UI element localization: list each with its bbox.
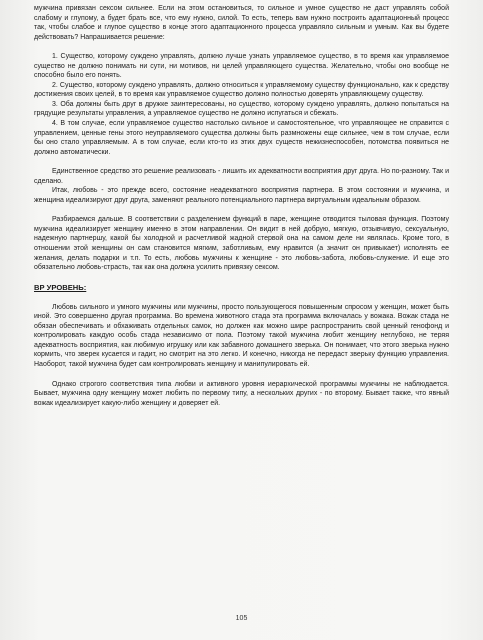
vr-level-paragraph: Любовь сильного и умного мужчины или мужчины, просто пользующегося повышенным спросом у женщин, может быть иной. Это совершенно другая программа. Во времена животного стада эта программа включалась у вожака. Вожак стада не обязан обеспечивать и обхаживать отдельных самок, но должен как можно шире распространить свой ценный генофонд и контролировать каждую особь стада независимо от пола. Поэтому такой мужчина любит женщину неглубоко, не теряя адекватность восприятия, как любимую игрушку или как забавного домашнего зверька. Он понимает, что этого зверька нужно кормить, что зверек кусается и гадит, но смотрит на это легко. И конечно, никогда не передаст зверьку функцию управления. Наоборот, такой мужчина будет сам контролировать женщину и манипулировать ей.: [34, 303, 449, 368]
intro-paragraph: мужчина привязан сексом сильнее. Если на этом остановиться, то сильное и умное существо не даст управлять собой слабому и глупому, а будет брать все, что ему нужно, силой. То есть, теперь вам нужно построить адаптационный процесс так, чтобы слабое и глупое существо в конце этого адаптационного процесса управляло сильным и умным. Как вы будете действовать? Напрашивается решение:: [34, 5, 449, 41]
spacer: [34, 273, 449, 283]
solution-item-3: 3. Оба должны быть друг в дружке заинтересованы, но существо, которому суждено управлять, должно попытаться на грядущие результаты управления, а управляемое существо не должно испугаться и сбежать.: [34, 100, 449, 118]
analysis-paragraph: Разбираемся дальше. В соответствии с разделением функций в паре, женщине отводится тыловая функция. Поэтому мужчина идеализирует женщину именно в этом направлении. Он видит в ней добрую, мягкую, отзывчивую, сексуальную, надежную партнершу, какой бы холодной и расчетливой жадной стервой она на самом деле ни являлась. Кроме того, в отношении этой женщины он сам становится мягким, заботливым, ему нравится (а значит он привыкает) исполнять ее желания, делать подарки и т.п. То есть, любовь мужчины к женщине - это любовь-забота, любовь-служение. И еще это обязательно любовь-страсть, так как она должна усилить привязку сексом.: [34, 216, 449, 272]
spacer: [34, 293, 449, 303]
final-paragraph: Однако строгого соответствия типа любви и активного уровня иерархической программы мужчины не наблюдается. Бывает, мужчина одну женщину может любить по первому типу, а нескольких других - по второму. Бывает также, что явный вожак идеализирует какую-либо женщину и доверяет ей.: [34, 380, 449, 407]
solution-item-1: 1. Существо, которому суждено управлять, должно лучше узнать управляемое существо, в то время как управляемое существо не должно понимать ни сути, ни мотивов, ни целей управляющего существа. Желательно, чтобы оно вообще не способно было его понять.: [34, 53, 449, 80]
solution-item-4: 4. В том случае, если управляемое существо настолько сильное и самостоятельное, что управляющее не справится с управлением, ценные гены этого неуправляемого существа должны быть размножены еще сильнее, чем в том случае, если бы оно стало управляемым. А в том случае, если кто-то из этих двух существ нежизнеспособен, потомства появиться не должно автоматически.: [34, 120, 449, 156]
page-number: 105: [235, 615, 248, 622]
spacer: [34, 157, 449, 167]
love-definition-paragraph: Итак, любовь - это прежде всего, состояние неадекватного восприятия партнера. В этом состоянии и мужчина, и женщина идеализируют друг друга, заменяют реального потенциального партнера виртуальным идеальным образом.: [34, 187, 449, 204]
unique-solution-paragraph: Единственное средство это решение реализовать - лишить их адекватности восприятия друг друга. Но по-разному. Так и сделано.: [34, 168, 449, 185]
spacer: [34, 42, 449, 52]
spacer: [34, 370, 449, 380]
solution-item-2: 2. Существо, которому суждено управлять, должно относиться к управляемому существу функционально, как к средству достижения своих целей, в то время как управляемое существо должно полностью доверять управляющему существу.: [34, 81, 449, 99]
spacer: [34, 205, 449, 215]
section-heading: ВР УРОВЕНЬ:: [34, 282, 87, 292]
